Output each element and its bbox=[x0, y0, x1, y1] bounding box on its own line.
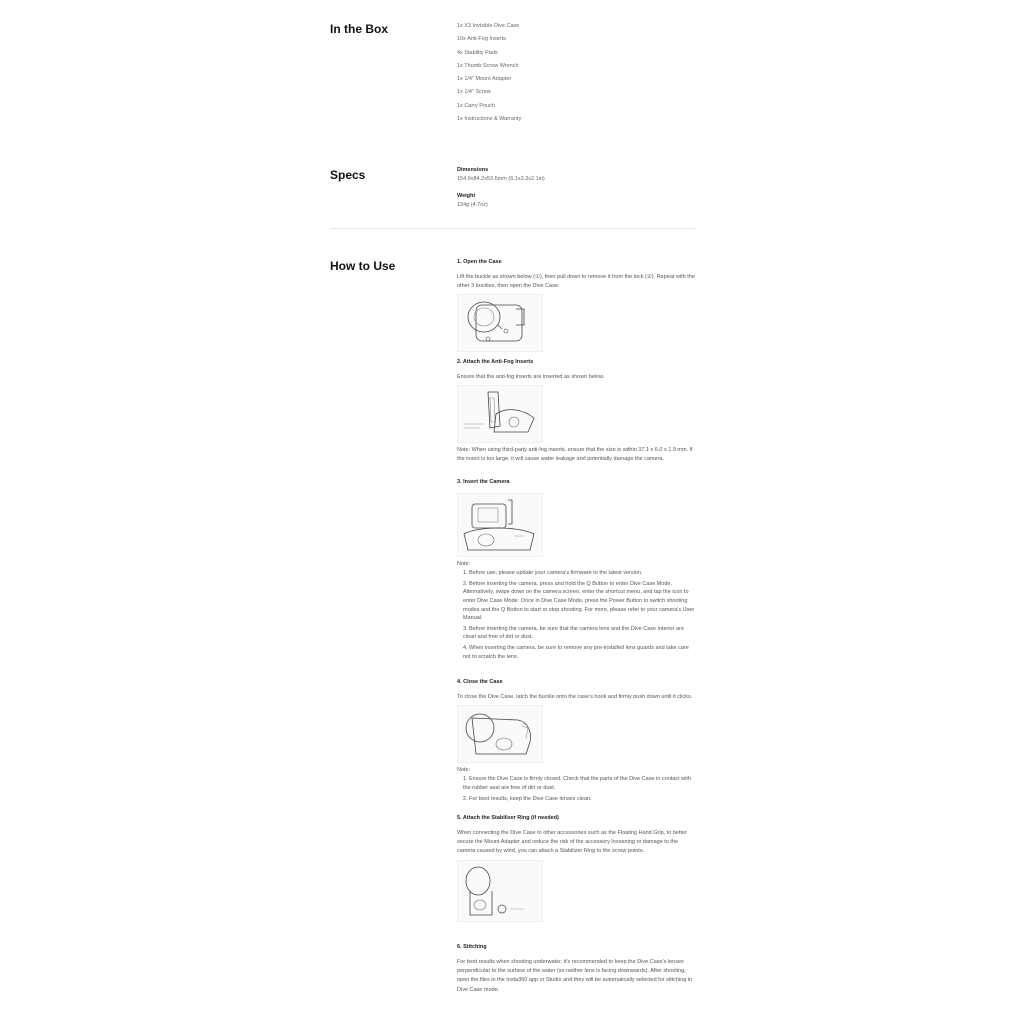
insert-camera-illustration bbox=[457, 493, 543, 557]
anti-fog-illustration bbox=[457, 385, 543, 443]
box-item: 1x Carry Pouch bbox=[457, 102, 495, 109]
note-item: 2.Before inserting the camera, press and hold the Q Button to enter Dive Case Mode. Alternatively, swipe down on the camera screen, enter the shortcut menu, and tap the icon to enter Dive Case Mode. Once in Dive Case Mode, press the Power Button to switch shooting modes and the Q Button to start or stop shooting. For more, please refer to your camera's User Manual. bbox=[463, 580, 695, 622]
box-item: 1x Instructions & Warranty bbox=[457, 116, 522, 123]
in-the-box-list-container bbox=[457, 20, 697, 126]
step-2-title: 2. Attach the Anti-Fog Inserts bbox=[457, 359, 534, 365]
anti-fog-insert-drawing-icon bbox=[458, 386, 542, 442]
section-divider bbox=[330, 228, 695, 229]
case-buckle-drawing-icon bbox=[458, 295, 542, 351]
in-the-box-list bbox=[457, 20, 697, 126]
note-item: 1.Ensure the Dive Case is firmly closed. Check that the parts of the Dive Case in contact with the rubber seal are free of dirt or dust. bbox=[463, 776, 691, 791]
step-2 bbox=[457, 358, 697, 465]
step-6-title: 6. Stitching bbox=[457, 944, 487, 950]
box-item: 10x Anti-Fog Inserts bbox=[457, 36, 506, 43]
step-3-notes bbox=[457, 569, 697, 661]
step-1-title: 1. Open the Case bbox=[457, 259, 502, 265]
in-the-box-title: In the Box bbox=[330, 22, 389, 36]
step-1-text: Lift the buckle as shown below (①), then pull down to remove it from the lock (②). Repeat with the other 3 buckles, then open the Dive Case. bbox=[457, 274, 695, 290]
weight-label: Weight bbox=[457, 193, 476, 199]
step-3-note-label: Note: bbox=[457, 561, 471, 567]
step-6 bbox=[457, 943, 697, 995]
dimensions-value: 154.6x84.2x53.6mm (6.1x3.3x2.1in) bbox=[457, 176, 545, 182]
box-item: 1x Thumb Screw Wrench bbox=[457, 62, 519, 69]
step-2-note: Note: When using third-party anti-fog inserts, ensure that the size is within 37.1 x 6.0 x 1.9 mm. If the insert is too large, it will cause water leakage and potentially damage the camera. bbox=[457, 447, 693, 463]
close-case-illustration bbox=[457, 705, 543, 763]
stabilizer-ring-drawing-icon bbox=[458, 861, 542, 921]
box-item: 4x Stability Pads bbox=[457, 49, 498, 56]
step-3-title: 3. Insert the Camera bbox=[457, 479, 510, 485]
how-to-use-title: How to Use bbox=[330, 259, 396, 273]
step-5 bbox=[457, 814, 697, 925]
step-4-note-label: Note: bbox=[457, 767, 471, 774]
step-1 bbox=[457, 258, 697, 355]
step-6-text: For best results when shooting underwater, it's recommended to keep the Dive Case's lenses perpendicular to the surface of the water (so neither lens is facing downwards). After shooting, open the files in the Insta360 app or Studio and they will be automatically selected for stitching in Dive Case mode. bbox=[457, 959, 693, 993]
step-3 bbox=[457, 478, 697, 663]
note-item: 4.When inserting the camera, be sure to remove any pre-installed lens guards and take care not to scratch the lens. bbox=[463, 644, 689, 660]
stabilizer-ring-illustration bbox=[457, 860, 543, 922]
step-4-title: 4. Close the Case bbox=[457, 679, 503, 685]
case-closed-drawing-icon bbox=[458, 706, 542, 762]
step-2-text: Ensure that the anti-fog inserts are inserted as shown below. bbox=[457, 374, 605, 380]
box-item: 1x 1/4" Screw bbox=[457, 89, 491, 96]
note-item: 1.Before use, please update your camera's firmware to the latest version. bbox=[463, 570, 643, 577]
step-5-text: When connecting the Dive Case to other accessories such as the Floating Hand Grip, to better secure the Mount Adapter and reduce the risk of the accessory loosening or damage to the camera caused by wind, you can attach a Stabilizer Ring to the screw points. bbox=[457, 830, 687, 855]
step-4 bbox=[457, 678, 697, 805]
note-item: 2.For best results, keep the Dive Case lenses clean. bbox=[463, 795, 592, 802]
weight-value: 134g (4.7oz) bbox=[457, 202, 488, 208]
open-case-illustration bbox=[457, 294, 543, 352]
step-5-title: 5. Attach the Stabilizer Ring (if needed) bbox=[457, 815, 559, 821]
specs-title: Specs bbox=[330, 168, 366, 182]
step-4-text: To close the Dive Case, latch the buckle onto the case's hook and firmly push down until it clicks. bbox=[457, 694, 693, 700]
dimensions-label: Dimensions bbox=[457, 167, 489, 173]
camera-insert-drawing-icon bbox=[458, 494, 542, 556]
step-4-notes bbox=[457, 775, 697, 803]
specs-container bbox=[457, 166, 697, 218]
note-item: 3.Before inserting the camera, be sure that the camera lens and the Dive Case interior are clean and free of dirt or dust. bbox=[463, 625, 684, 641]
box-item: 1x X3 Invisible Dive Case bbox=[457, 23, 520, 29]
box-item: 1x 1/4" Mount Adapter bbox=[457, 76, 512, 83]
